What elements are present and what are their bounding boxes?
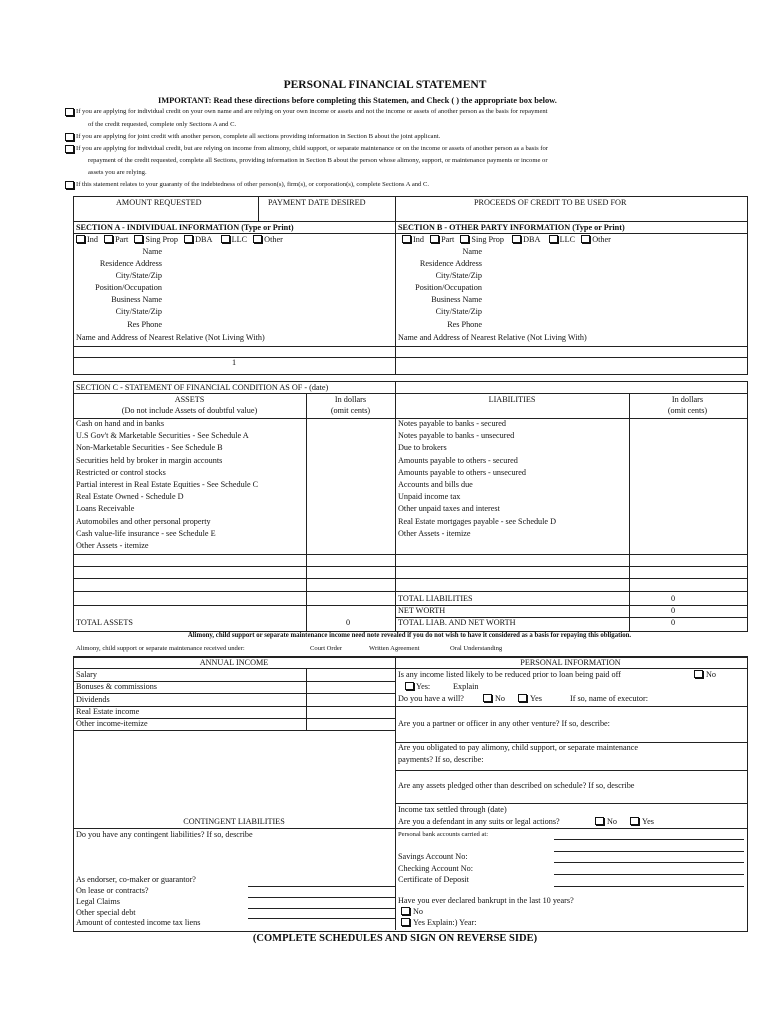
- total-liab-nw-value: 0: [671, 618, 676, 627]
- q-assets-pledged: Are any assets pledged other than described on schedule? If so, describe: [398, 781, 635, 790]
- section-a-field-business: Business Name: [111, 295, 162, 304]
- option-individual-credit: If you are applying for individual credit on your own name and are relying on your own income or assets and not the income or assets of another person as the basis for repayment: [76, 108, 548, 115]
- net-worth-value: 0: [671, 606, 676, 615]
- contingent-lease: On lease or contracts?: [76, 886, 149, 895]
- page-title: PERSONAL FINANCIAL STATEMENT: [283, 79, 487, 91]
- checkbox-bankrupt-yes[interactable]: [401, 918, 410, 926]
- asset-row: Restricted or control stocks: [76, 468, 166, 477]
- liabilities-heading: LIABILITIES: [488, 395, 536, 404]
- section-b-types: Ind Part Sing Prop DBA LLC Other: [402, 235, 611, 244]
- income-real-estate: Real Estate income: [76, 707, 140, 716]
- checkbox-reduce-yes[interactable]: [405, 682, 414, 690]
- liability-row: Amounts payable to others - unsecured: [398, 468, 527, 477]
- asset-row: U.S Gov't & Marketable Securities - See Schedule A: [76, 431, 249, 440]
- checkbox-bankrupt-no[interactable]: [401, 907, 410, 915]
- alimony-oral-understanding[interactable]: Oral Understanding: [450, 645, 503, 652]
- q-bankrupt: Have you ever declared bankrupt in the last 10 years?: [398, 896, 574, 905]
- contingent-question: Do you have any contingent liabilities? If so, describe: [76, 830, 253, 839]
- contingent-legal-claims: Legal Claims: [76, 897, 120, 906]
- asset-row: Other Assets - itemize: [76, 541, 149, 550]
- section-a-field-city2: City/State/Zip: [115, 307, 162, 316]
- defendant-yes-label: Yes: [642, 817, 654, 826]
- option-reliance-credit: If you are applying for individual credit, but are relying on income from alimony, child support, or separate maintenance or on the income or assets of another person as a basis for: [76, 145, 548, 152]
- q-partner: Are you a partner or officer in any other venture? If so, describe:: [398, 719, 610, 728]
- liability-row: Other unpaid taxes and interest: [398, 504, 500, 513]
- asset-row: Cash value-life insurance - see Schedule E: [76, 529, 216, 538]
- asset-row: Loans Receivable: [76, 504, 135, 513]
- checkbox-will-no[interactable]: [483, 694, 492, 702]
- checkbox-b-llc[interactable]: [549, 235, 558, 243]
- section-b-title: SECTION B - OTHER PARTY INFORMATION (Type or Print): [398, 223, 625, 232]
- section-a-field-name: Name: [142, 247, 162, 256]
- amount-requested-label: AMOUNT REQUESTED: [116, 198, 202, 207]
- asset-row: Non-Marketable Securities - See Schedule B: [76, 443, 223, 452]
- liability-row: Due to brokers: [398, 443, 447, 452]
- income-dividends: Dividends: [76, 695, 110, 704]
- liability-row: Amounts payable to others - secured: [398, 456, 518, 465]
- income-bonuses: Bonuses & commissions: [76, 682, 157, 691]
- q-alimony-line2: payments? If so, describe:: [398, 755, 484, 764]
- liability-row: Accounts and bills due: [398, 480, 473, 489]
- proceeds-label: PROCEEDS OF CREDIT TO BE USED FOR: [474, 198, 627, 207]
- asset-row: Partial interest in Real Estate Equities - See Schedule C: [76, 480, 259, 489]
- liabilities-cents-heading: (omit cents): [667, 406, 708, 415]
- footer-instruction: (COMPLETE SCHEDULES AND SIGN ON REVERSE SIDE): [252, 933, 538, 944]
- checkbox-defendant-no[interactable]: [595, 817, 604, 825]
- option-joint-credit: If you are applying for joint credit with another person, complete all sections providing information in Section B about the joint applicant.: [76, 133, 441, 140]
- checkbox-individual-credit[interactable]: [65, 108, 74, 116]
- contingent-tax-liens: Amount of contested income tax liens: [76, 918, 201, 927]
- total-assets-value: 0: [346, 618, 351, 627]
- section-a-field-phone: Res Phone: [127, 320, 162, 329]
- section-b-field-residence: Residence Address: [419, 259, 482, 268]
- checkbox-a-ind[interactable]: [76, 235, 85, 243]
- defendant-no-label: No: [607, 817, 618, 826]
- alimony-written-agreement[interactable]: Written Agreement: [369, 645, 420, 652]
- reduce-no-label: No: [706, 670, 717, 679]
- asset-row: Real Estate Owned - Schedule D: [76, 492, 184, 501]
- contingent-title: CONTINGENT LIABILITIES: [183, 817, 285, 826]
- section-a-field-city1: City/State/Zip: [115, 271, 162, 280]
- total-liabilities-value: 0: [671, 594, 676, 603]
- will-yes-label: Yes: [530, 694, 542, 703]
- assets-heading: ASSETS: [174, 395, 205, 404]
- asset-row: Securities held by broker in margin accounts: [76, 456, 223, 465]
- checkbox-will-yes[interactable]: [518, 694, 527, 702]
- checkbox-b-ind[interactable]: [402, 235, 411, 243]
- checkbox-reduce-no[interactable]: [694, 670, 703, 678]
- assets-dollars-heading: In dollars: [334, 395, 367, 404]
- section-b-field-city2: City/State/Zip: [435, 307, 482, 316]
- certificate-deposit-label: Certificate of Deposit: [398, 875, 469, 884]
- contingent-special-debt: Other special debt: [76, 908, 136, 917]
- total-liab-nw-label: TOTAL LIAB. AND NET WORTH: [398, 618, 516, 627]
- checkbox-a-other[interactable]: [253, 235, 262, 243]
- checkbox-b-sing-prop[interactable]: [460, 235, 469, 243]
- total-liabilities-label: TOTAL LIABILITIES: [398, 594, 473, 603]
- section-b-field-business: Business Name: [431, 295, 482, 304]
- q-alimony-line1: Are you obligated to pay alimony, child support, or separate maintenance: [398, 743, 639, 752]
- income-other: Other income-itemize: [76, 719, 148, 728]
- checkbox-a-dba[interactable]: [184, 235, 193, 243]
- section-a-relative: Name and Address of Nearest Relative (Not Living With): [76, 333, 265, 342]
- checkbox-b-other[interactable]: [581, 235, 590, 243]
- q-income-reduced: Is any income listed likely to be reduced prior to loan being paid off: [398, 670, 621, 679]
- checkbox-b-dba[interactable]: [512, 235, 521, 243]
- section-b-field-position: Position/Occupation: [415, 283, 482, 292]
- q-defendant: Are you a defendant in any suits or legal actions?: [398, 817, 560, 826]
- option-reliance-credit-cont1: repayment of the credit requested, complete all Sections, providing information in Section B about the person whose alimony, support, or maintenance payments or income or: [88, 157, 548, 164]
- section-a-field-position: Position/Occupation: [95, 283, 162, 292]
- personal-info-title: PERSONAL INFORMATION: [520, 658, 621, 667]
- liability-row: Notes payable to banks - unsecured: [398, 431, 515, 440]
- will-no-label: No: [495, 694, 506, 703]
- asset-row: Cash on hand and in banks: [76, 419, 165, 428]
- section-b-relative: Name and Address of Nearest Relative (Not Living With): [398, 333, 587, 342]
- bankrupt-yes-label: Yes Explain:) Year:: [413, 918, 477, 927]
- reduce-explain-label: Explain: [453, 682, 479, 691]
- liability-row: Unpaid income tax: [398, 492, 461, 501]
- checkbox-a-sing-prop[interactable]: [134, 235, 143, 243]
- contingent-endorser: As endorser, co-maker or guarantor?: [76, 875, 196, 884]
- section-b-field-city1: City/State/Zip: [435, 271, 482, 280]
- checkbox-defendant-yes[interactable]: [630, 817, 639, 825]
- alimony-note: Alimony, child support or separate maintenance income need note revealed if you do not wish to have it considered as a basis for repaying this obligation.: [187, 632, 632, 639]
- savings-account-label: Savings Account No:: [398, 852, 468, 861]
- section-b-field-phone: Res Phone: [447, 320, 482, 329]
- checkbox-a-llc[interactable]: [221, 235, 230, 243]
- payment-date-label: PAYMENT DATE DESIRED: [268, 198, 366, 207]
- alimony-received-label: Alimony, child support or separate maintenance received under:: [76, 645, 245, 652]
- total-assets-label: TOTAL ASSETS: [76, 618, 133, 627]
- asset-row: Automobiles and other personal property: [76, 517, 211, 526]
- checking-account-label: Checking Account No:: [398, 864, 474, 873]
- option-reliance-credit-cont2: assets you are relying.: [88, 169, 147, 176]
- section-b-field-name: Name: [462, 247, 482, 256]
- liability-row: Other Assets - itemize: [398, 529, 471, 538]
- assets-cents-heading: (omit cents): [330, 406, 371, 415]
- income-tax-settled: Income tax settled through (date): [398, 805, 507, 814]
- section-a-field-residence: Residence Address: [99, 259, 162, 268]
- section-a-types: Ind Part Sing Prop DBA LLC Other: [76, 235, 283, 244]
- q-will: Do you have a will?: [398, 694, 464, 703]
- bank-accounts-label: Personal bank accounts carried at:: [398, 831, 489, 838]
- annual-income-title: ANNUAL INCOME: [199, 658, 269, 667]
- checkbox-guaranty[interactable]: [65, 181, 74, 189]
- checkbox-reliance-credit[interactable]: [65, 145, 74, 153]
- section-a-title: SECTION A - INDIVIDUAL INFORMATION (Type or Print): [76, 223, 294, 232]
- net-worth-label: NET WORTH: [398, 606, 446, 615]
- checkbox-a-part[interactable]: [104, 235, 113, 243]
- checkbox-b-part[interactable]: [430, 235, 439, 243]
- reduce-yes-label: Yes:: [416, 682, 431, 691]
- income-salary: Salary: [76, 670, 97, 679]
- liability-row: Notes payable to banks - secured: [398, 419, 506, 428]
- checkbox-joint-credit[interactable]: [65, 133, 74, 141]
- page-number: 1: [232, 358, 237, 367]
- section-c-title: SECTION C - STATEMENT OF FINANCIAL CONDITION AS OF - (date): [76, 383, 329, 392]
- alimony-court-order[interactable]: Court Order: [310, 645, 343, 652]
- executor-label: If so, name of executor:: [570, 694, 648, 703]
- liabilities-dollars-heading: In dollars: [671, 395, 704, 404]
- bankrupt-no-label: No: [413, 907, 424, 916]
- option-individual-credit-cont: of the credit requested, complete only Sections A and C.: [88, 121, 237, 128]
- assets-subheading: (Do not include Assets of doubtful value): [121, 406, 258, 415]
- liability-row: Real Estate mortgages payable - see Schedule D: [398, 517, 557, 526]
- option-guaranty: If this statement relates to your guaranty of the indebtedness of other person(s), firm(s), or corporation(s), complete Sections A and C.: [76, 181, 430, 188]
- important-directions: IMPORTANT: Read these directions before completing this Statemen, and Check ( ) the appropriate box below.: [158, 96, 557, 105]
